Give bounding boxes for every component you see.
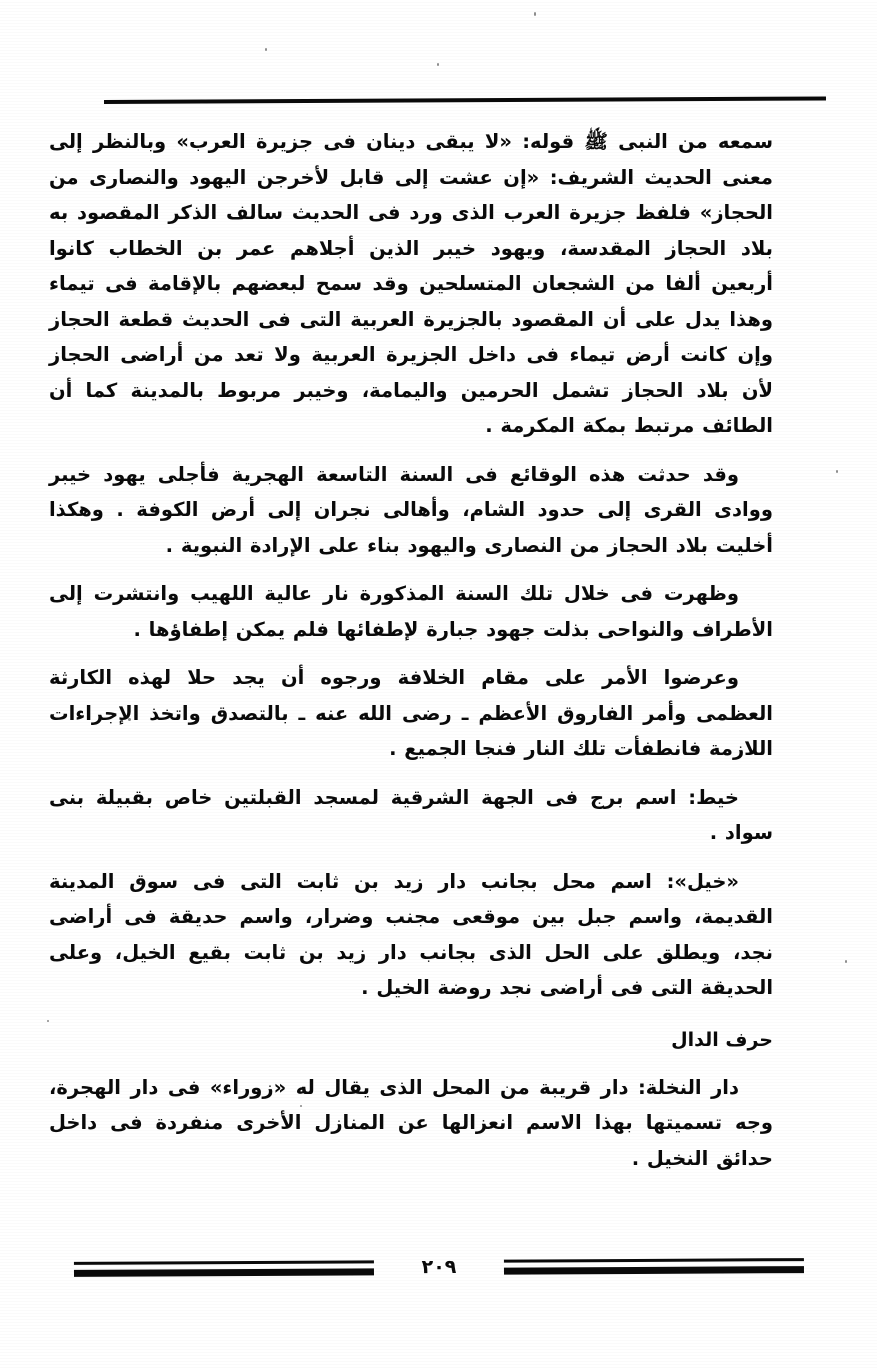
footer-rule-left-top [503,1258,803,1263]
paragraph-1: سمعه من النبى ﷺ قوله: «لا يبقى دينان فى جزيرة العرب» وبالنظر إلى معنى الحديث الشريف: «إن عشت إلى قابل لأخرجن اليهود والنصارى من الحجاز» فلفظ جزيرة العرب الذى ورد فى الحديث سالف الذكر المقصود به بلاد الحجاز المقدسة، ويهود خيبر الذين أجلاهم عمر بن الخطاب كانوا أربعين ألفا من الشجعان المتسلحين وقد سمح لبعضهم بالإقامة فى تيماء وهذا يدل على أن المقصود بالجزيرة العربية التى فى الحديث قطعة الحجاز وإن كانت أرض تيماء فى داخل الجزيرة العربية ولا تعد من أراضى الحجاز لأن بلاد الحجاز تشمل الحرمين واليمامة، وخيبر مربوط بالمدينة كما أن الطائف مرتبط بمكة المكرمة . [49,130,773,437]
page-number: ٢٠٩ [412,1254,465,1280]
entry-separator: : [666,869,675,893]
paragraph-2: وقد حدثت هذه الوقائع فى السنة التاسعة الهجرية فأجلى يهود خيبر ووادى القرى إلى حدود الشام، وأهالى نجران إلى أرض الكوفة . وهكذا أخليت بلاد الحجاز من النصارى واليهود بناء على الإرادة النبوية . [49,462,773,557]
scan-speckle [836,470,838,473]
entry-text-khayl: اسم محل بجانب دار زيد بن ثابت التى فى سوق المدينة القديمة، واسم جبل بين موقعى مجنب وضرار، واسم حديقة فى أراضى نجد، ويطلق على الحل الذى بجانب دار زيد بن ثابت بقيع الخيل، وعلى الحديقة التى فى أراضى نجد روضة الخيل . [49,869,773,999]
entry-separator: : [688,785,697,809]
text-column [49,124,773,1189]
footer-rule-right-top [73,1260,373,1265]
section-heading-harf-al-dal: حرف الدال [671,1028,773,1051]
entry-term-khayl: «خيل» [674,869,739,893]
entry-term-dar-al-nakhla: دار النخلة [645,1075,739,1099]
top-rule-line [104,96,826,104]
dictionary-entry-khayt [49,780,773,851]
scan-speckle [845,960,847,963]
scan-speckle [265,48,267,51]
scan-speckle [437,63,439,66]
footer-rules [73,1256,803,1294]
footer-rule-left-bottom [503,1266,803,1275]
entry-separator: : [637,1075,646,1099]
entry-text-dar-al-nakhla: دار قريبة من المحل الذى يقال له «زوراء» فى دار الهجرة، وجه تسميتها بهذا الاسم انعزالها عن المنازل الأخرى منفردة فى داخل حدائق النخيل . [49,1075,773,1170]
page-footer [0,1255,877,1298]
top-rule [104,98,826,108]
paragraph-4: وعرضوا الأمر على مقام الخلافة ورجوه أن يجد حلا لهذه الكارثة العظمى وأمر الفاروق الأعظم ـ رضى الله عنه ـ بالتصدق واتخذ الإجراءات اللازمة فانطفأت تلك النار فنجا الجميع . [49,666,773,760]
dictionary-entry-dar-al-nakhla [49,1070,773,1177]
scan-speckle [534,12,536,16]
entry-text-khayt: اسم برج فى الجهة الشرقية لمسجد القبلتين خاص بقبيلة بنى سواد . [49,785,773,844]
footer-rule-right-bottom [73,1268,373,1277]
dictionary-entry-khayl [49,864,773,1006]
entry-term-khayt: خيط [696,785,739,809]
paragraph-3: وظهرت فى خلال تلك السنة المذكورة نار عالية اللهيب وانتشرت إلى الأطراف والنواحى بذلت جهود جبارة لإطفائها فلم يمكن إطفاؤها . [49,582,773,641]
